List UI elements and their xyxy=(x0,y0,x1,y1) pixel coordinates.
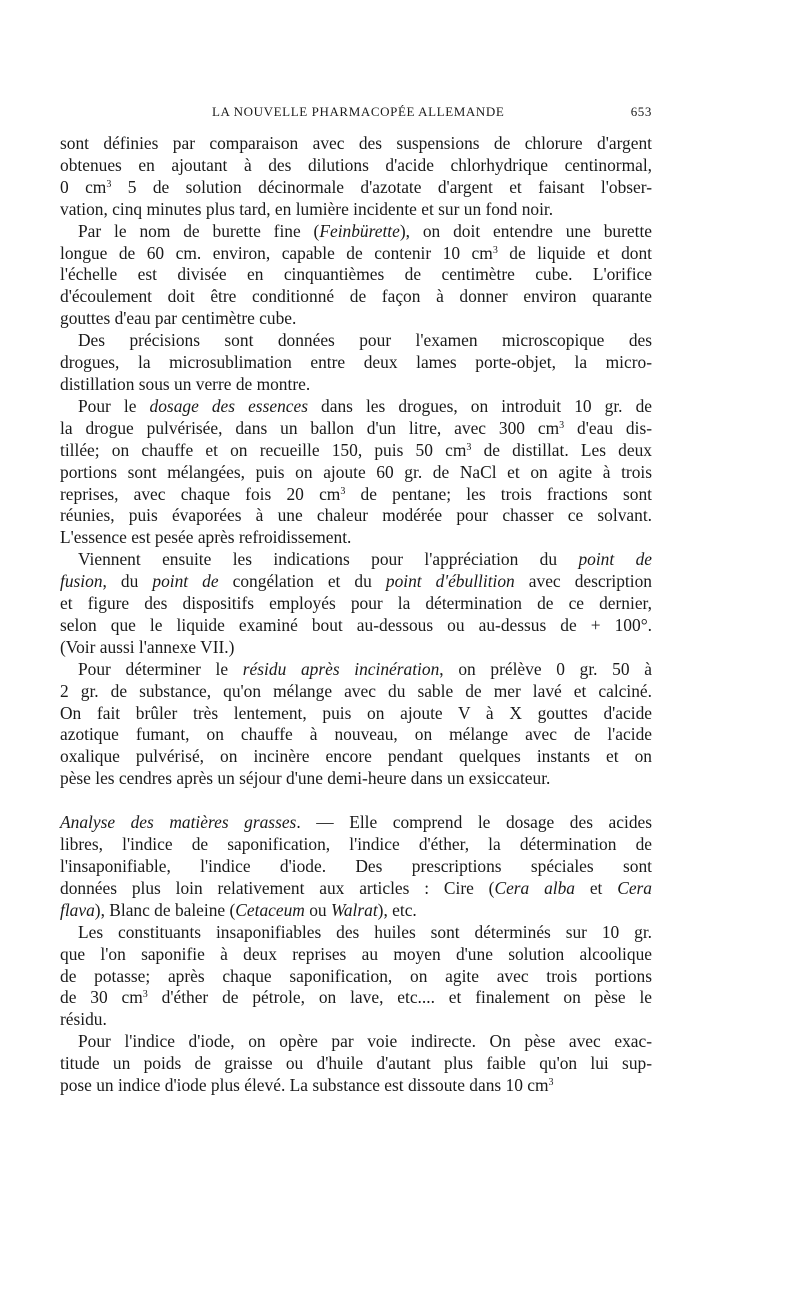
text-line: résidu. xyxy=(60,1009,107,1030)
text-line: vation, cinq minutes plus tard, en lumière incidente et sur un fond noir. xyxy=(60,198,554,219)
paragraph xyxy=(60,133,652,221)
running-title: LA NOUVELLE PHARMACOPÉE ALLEMANDE xyxy=(212,104,505,119)
text-line: de 30 $cm^3$ d'éther de pétrole, on lave, etc.... et finalement on pèse le xyxy=(60,987,652,1008)
text-line: oxalique pulvérisé, on incinère encore pendant quelques instants et on xyxy=(60,746,652,767)
text-line: Des précisions sont données pour l'examen microscopique des xyxy=(78,330,652,351)
text-line: azotique fumant, on chauffe à nouveau, on mélange avec de l'acide xyxy=(60,724,652,745)
text-line: gouttes d'eau par centimètre cube. xyxy=(60,308,297,329)
text-line: portions sont mélangées, puis on ajoute 60 gr. de NaCl et on agite à trois xyxy=(60,461,652,482)
text-line: l'insaponifiable, l'indice d'iode. Des prescriptions spéciales sont xyxy=(60,856,652,876)
text-line: données plus loin relativement aux articles : Cire (Cera alba et Cera xyxy=(60,877,653,898)
text-line: sont définies par comparaison avec des suspensions de chlorure d'argent xyxy=(60,133,652,153)
text-line: l'échelle est divisée en cinquantièmes de centimètre cube. L'orifice xyxy=(60,264,652,285)
paragraph xyxy=(60,330,652,396)
text-line: Pour le dosage des essences dans les drogues, on introduit 10 gr. de xyxy=(78,395,652,416)
text-line: drogues, la microsublimation entre deux lames porte-objet, la micro- xyxy=(60,352,652,373)
text-line: 2 gr. de substance, qu'on mélange avec du sable de mer lavé et calciné. xyxy=(60,680,652,701)
text-line: Pour l'indice d'iode, on opère par voie indirecte. On pèse avec exac- xyxy=(78,1031,652,1052)
text-line: la drogue pulvérisée, dans un ballon d'un litre, avec 300 $cm^3$ d'eau dis- xyxy=(60,417,653,438)
text-line: On fait brûler très lentement, puis on ajoute V à X gouttes d'acide xyxy=(60,702,652,723)
running-header xyxy=(60,104,652,126)
text-line: 0 $cm^3$ 5 de solution décinormale d'azotate d'argent et faisant l'obser- xyxy=(60,176,652,197)
text-line: tillée; on chauffe et on recueille 150, puis 50 $cm^3$ de distillat. Les deux xyxy=(60,439,652,460)
paragraph xyxy=(60,396,652,549)
text-line: réunies, puis évaporées à une chaleur modérée pour chasser ce solvant. xyxy=(60,505,652,526)
text-line: d'écoulement doit être conditionné de façon à donner environ quarante xyxy=(60,286,652,307)
page-number: 653 xyxy=(630,104,652,119)
text-line: libres, l'indice de saponification, l'indice d'éther, la détermination de xyxy=(60,834,652,855)
text-line: et figure des dispositifs employés pour la détermination de ce dernier, xyxy=(60,593,652,614)
text-line: titude un poids de graisse ou d'huile d'autant plus faible qu'on lui sup- xyxy=(60,1053,652,1074)
page-body xyxy=(60,133,652,1097)
text-line: pèse les cendres après un séjour d'une demi-heure dans un exsiccateur. xyxy=(60,768,551,789)
text-line: Viennent ensuite les indications pour l'appréciation du point de xyxy=(78,549,652,570)
text-line: Par le nom de burette fine (Feinbürette), on doit entendre une burette xyxy=(78,220,652,241)
text-line: distillation sous un verre de montre. xyxy=(60,373,311,394)
text-line: Les constituants insaponifiables des huiles sont déterminés sur 10 gr. xyxy=(78,921,652,942)
paragraph xyxy=(60,659,652,790)
text-line: Pour déterminer le résidu après incinération, on prélève 0 gr. 50 à xyxy=(78,658,652,679)
text-line: longue de 60 cm. environ, capable de contenir 10 $cm^3$ de liquide et dont xyxy=(60,242,652,263)
paragraph xyxy=(60,1031,652,1097)
text-line: selon que le liquide examiné bout au-dessous ou au-dessus de + 100°. xyxy=(60,614,652,635)
text-line: de potasse; après chaque saponification, on agite avec trois portions xyxy=(60,965,652,986)
text-line: pose un indice d'iode plus élevé. La substance est dissoute dans 10 $cm^3$ xyxy=(60,1075,554,1096)
paragraph xyxy=(60,221,652,331)
text-line: (Voir aussi l'annexe VII.) xyxy=(60,636,235,657)
text-line: reprises, avec chaque fois 20 $cm^3$ de pentane; les trois fractions sont xyxy=(60,483,652,504)
text-line: que l'on saponifie à deux reprises au moyen d'une solution alcoolique xyxy=(60,943,652,964)
paragraph xyxy=(60,922,652,1032)
text-line: fusion, du point de congélation et du point d'ébullition avec description xyxy=(60,571,652,592)
text-line: flava), Blanc de baleine (Cetaceum ou Walrat), etc. xyxy=(60,899,417,920)
paragraph xyxy=(60,549,652,659)
text-line: L'essence est pesée après refroidissement. xyxy=(60,527,352,548)
paragraph xyxy=(60,812,652,922)
text-line: obtenues en ajoutant à des dilutions d'acide chlorhydrique centinormal, xyxy=(60,154,652,175)
text-line: Analyse des matières grasses. — Elle comprend le dosage des acides xyxy=(60,812,652,833)
